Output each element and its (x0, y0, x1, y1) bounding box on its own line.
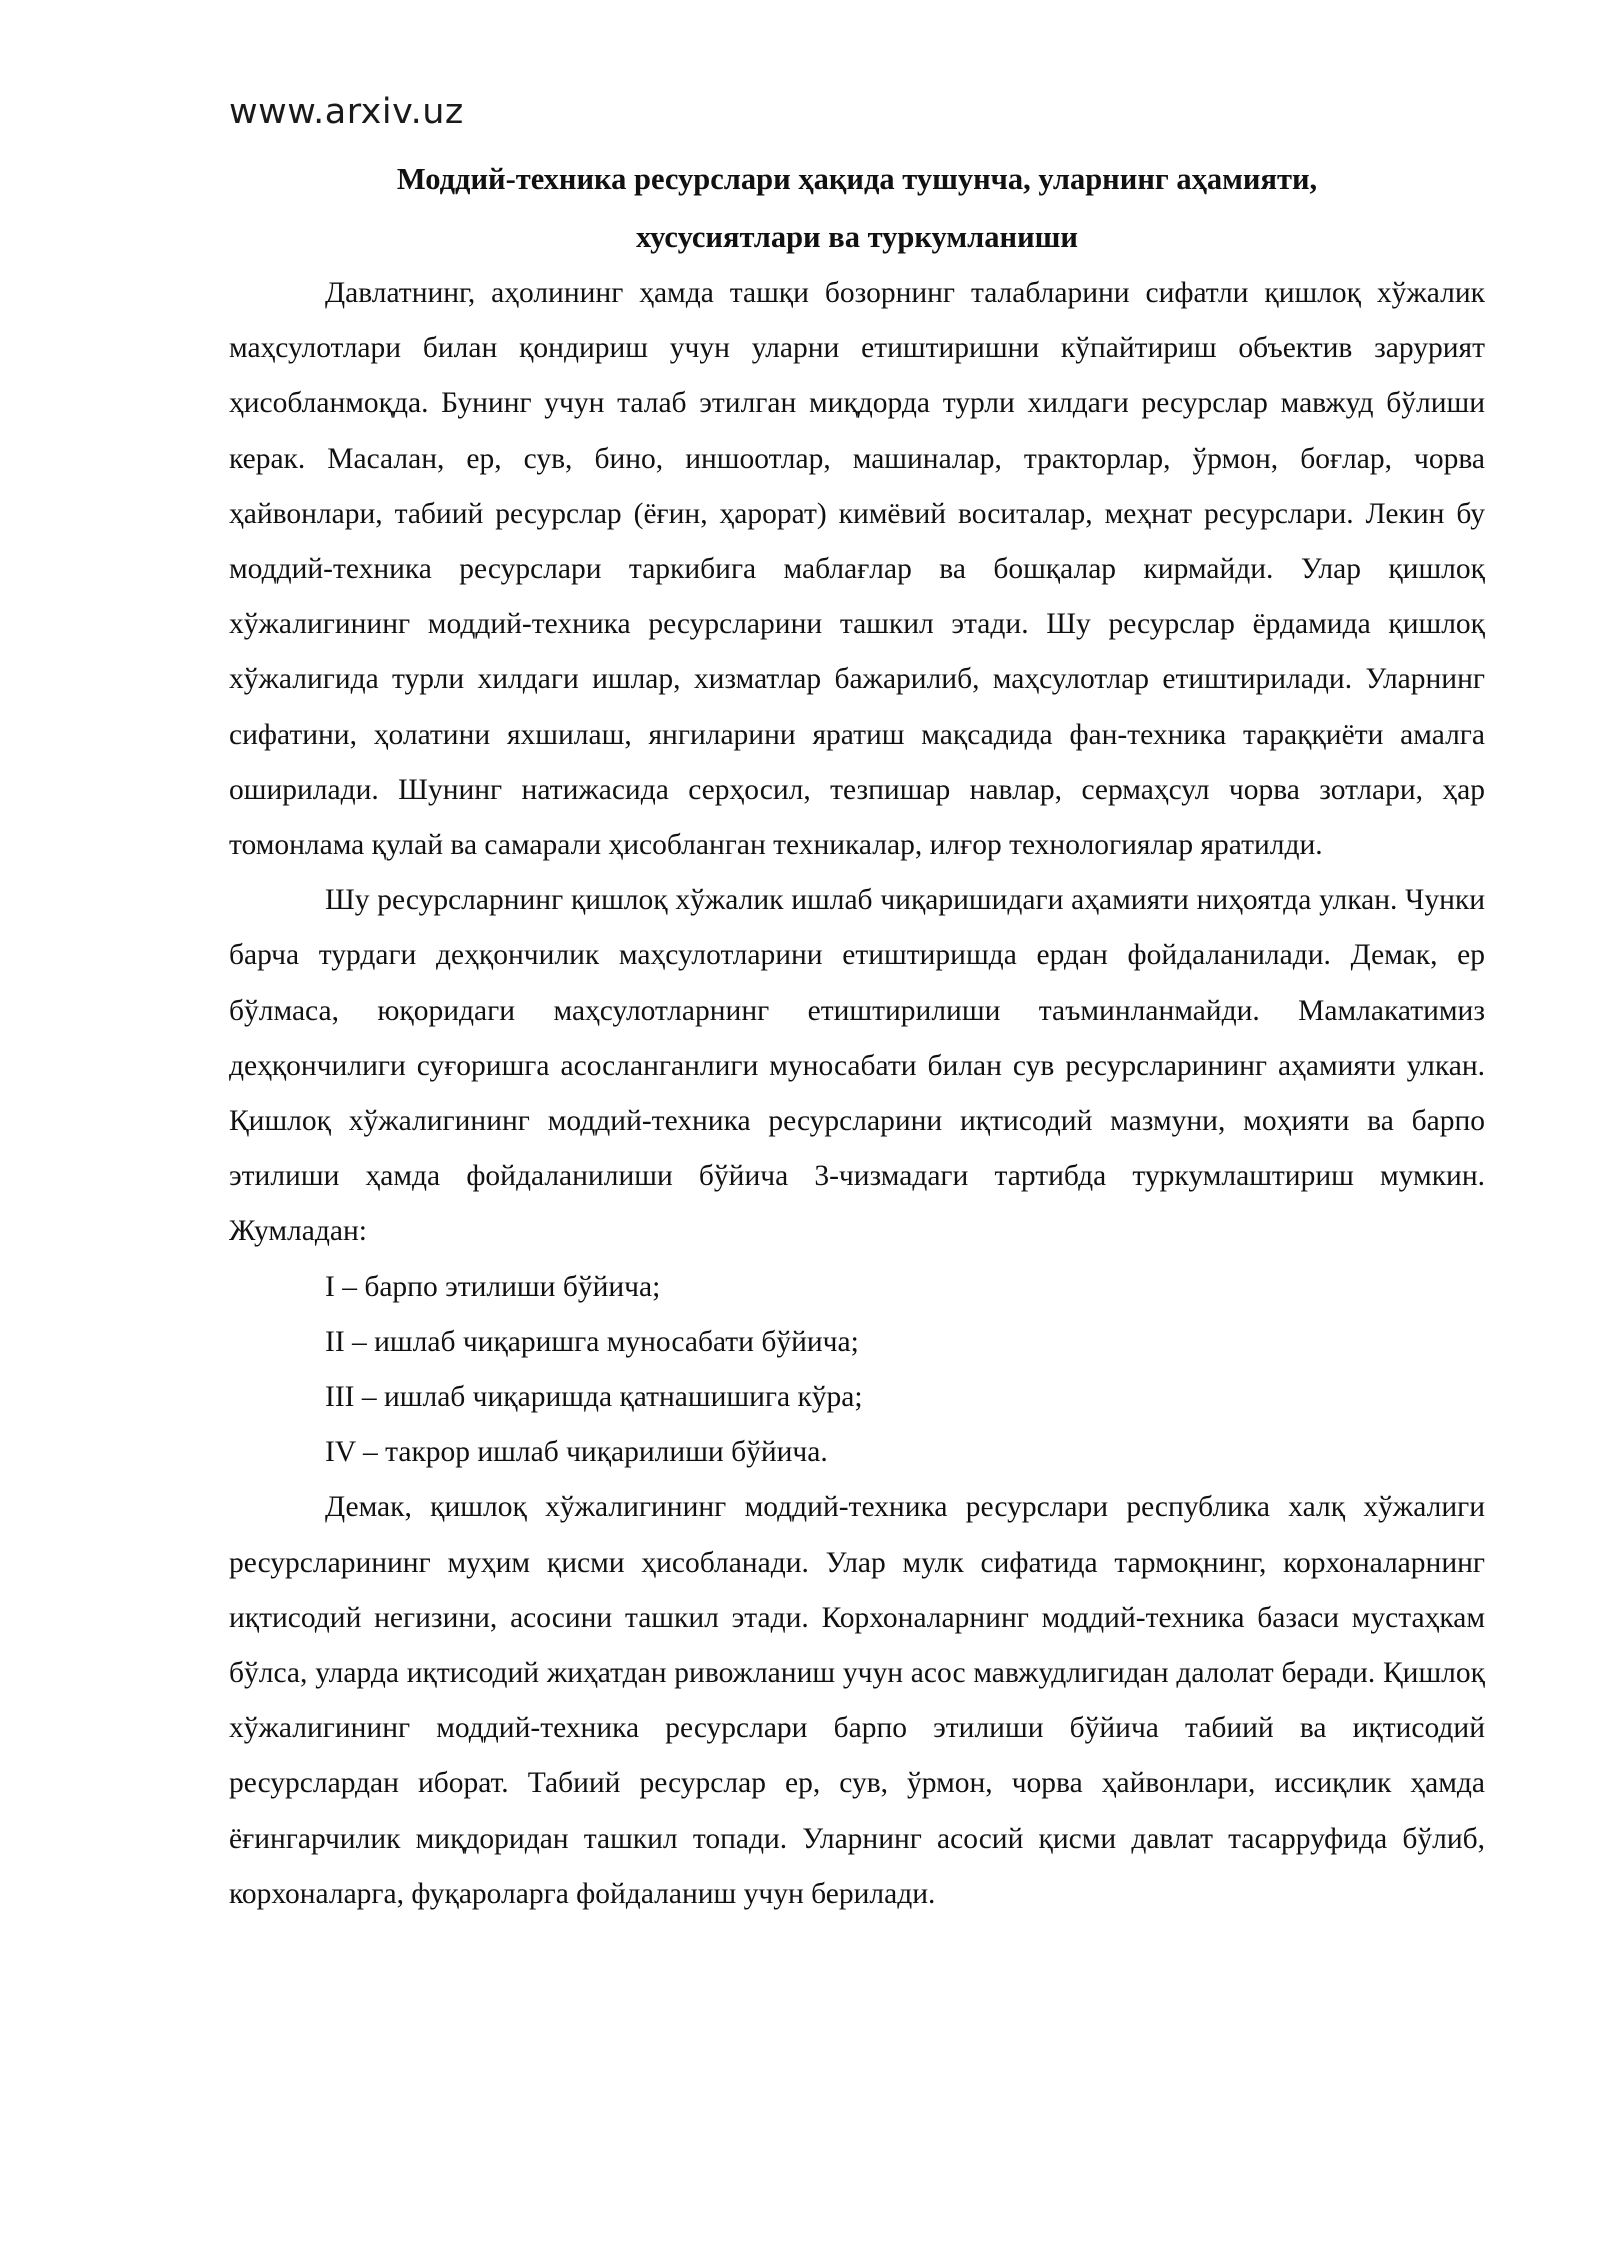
list-item-3: III – ишлаб чиқаришда қатнашишига кўра; (325, 1381, 863, 1414)
paragraph-1: Давлатнинг, аҳолининг ҳамда ташқи бозорнинг талабларини сифатли қишлоқ хўжалик маҳсулотлари билан қондириш учун уларни етиштиришни кўпайтириш объектив зарурият ҳисобланмоқда. Бунинг учун талаб этилган миқдорда турли хилдаги ресурслар мавжуд бўлиши керак. Масалан, ер, сув, бино, иншоотлар, машиналар, тракторлар, ўрмон, боғлар, чорва ҳайвонлари, табиий ресурслар (ёғин, ҳарорат) кимёвий воситалар, меҳнат ресурслари. Лекин бу моддий-техника ресурслари таркибига маблағлар ва бошқалар кирмайди. Улар қишлоқ хўжалигининг моддий-техника ресурсларини ташкил этади. Шу ресурслар ёрдамида қишлоқ хўжалигида турли хилдаги ишлар, хизматлар бажарилиб, маҳсулотлар етиштирилади. Уларнинг сифатини, ҳолатини яхшилаш, янгиларини яратиш мақсадида фан-техника тараққиёти амалга оширилади. Шунинг натижасида серҳосил, тезпишар навлар, сермаҳсул чорва зотлари, ҳар томонлама қулай ва самарали ҳисобланган техникалар, илғор технологиялар яратилди. (229, 277, 1485, 862)
paragraph-3: Демак, қишлоқ хўжалигининг моддий-техника ресурслари республика халқ хўжалиги ресурсларининг муҳим қисми ҳисобланади. Улар мулк сифатида тармоқнинг, корхоналарнинг иқтисодий негизини, асосини ташкил этади. Корхоналарнинг моддий-техника базаси мустаҳкам бўлса, уларда иқтисодий жиҳатдан ривожланиш учун асос мавжудлигидан далолат беради. Қишлоқ хўжалигининг моддий-техника ресурслари барпо этилиши бўйича табиий ва иқтисодий ресурслардан иборат. Табиий ресурслар ер, сув, ўрмон, чорва ҳайвонлари, иссиқлик ҳамда ёғингарчилик миқдоридан ташкил топади. Уларнинг асосий қисми давлат тасарруфида бўлиб, корхоналарга, фуқароларга фойдаланиш учун берилади. (229, 1491, 1485, 1910)
title-line-1: Моддий-техника ресурслари ҳақида тушунча, уларнинг аҳамияти, (396, 162, 1318, 196)
list-item-2: II – ишлаб чиқаришга муносабати бўйича; (325, 1325, 859, 1358)
document-body (229, 150, 1485, 1922)
list-item-1: I – барпо этилиши бўйича; (325, 1270, 661, 1303)
paragraph-2: Шу ресурсларнинг қишлоқ хўжалик ишлаб чиқаришидаги аҳамияти ниҳоятда улкан. Чунки барча турдаги деҳқончилик маҳсулотларини етиштиришда ердан фойдаланилади. Демак, ер бўлмаса, юқоридаги маҳсулотларнинг етиштирилиши таъминланмайди. Мамлакатимиз деҳқончилиги суғоришга асосланганлиги муносабати билан сув ресурсларининг аҳамияти улкан. Қишлоқ хўжалигининг моддий-техника ресурсларини иқтисодий мазмуни, моҳияти ва барпо этилиши ҳамда фойдаланилиши бўйича 3-чизмадаги тартибда туркумлаштириш мумкин. Жумладан: (229, 884, 1485, 1248)
list-item-4: IV – такрор ишлаб чиқарилиши бўйича. (325, 1436, 828, 1469)
title-line-2: хусусиятлари ва туркумланиши (636, 220, 1078, 254)
watermark-url: www.arxiv.uz (229, 92, 464, 132)
